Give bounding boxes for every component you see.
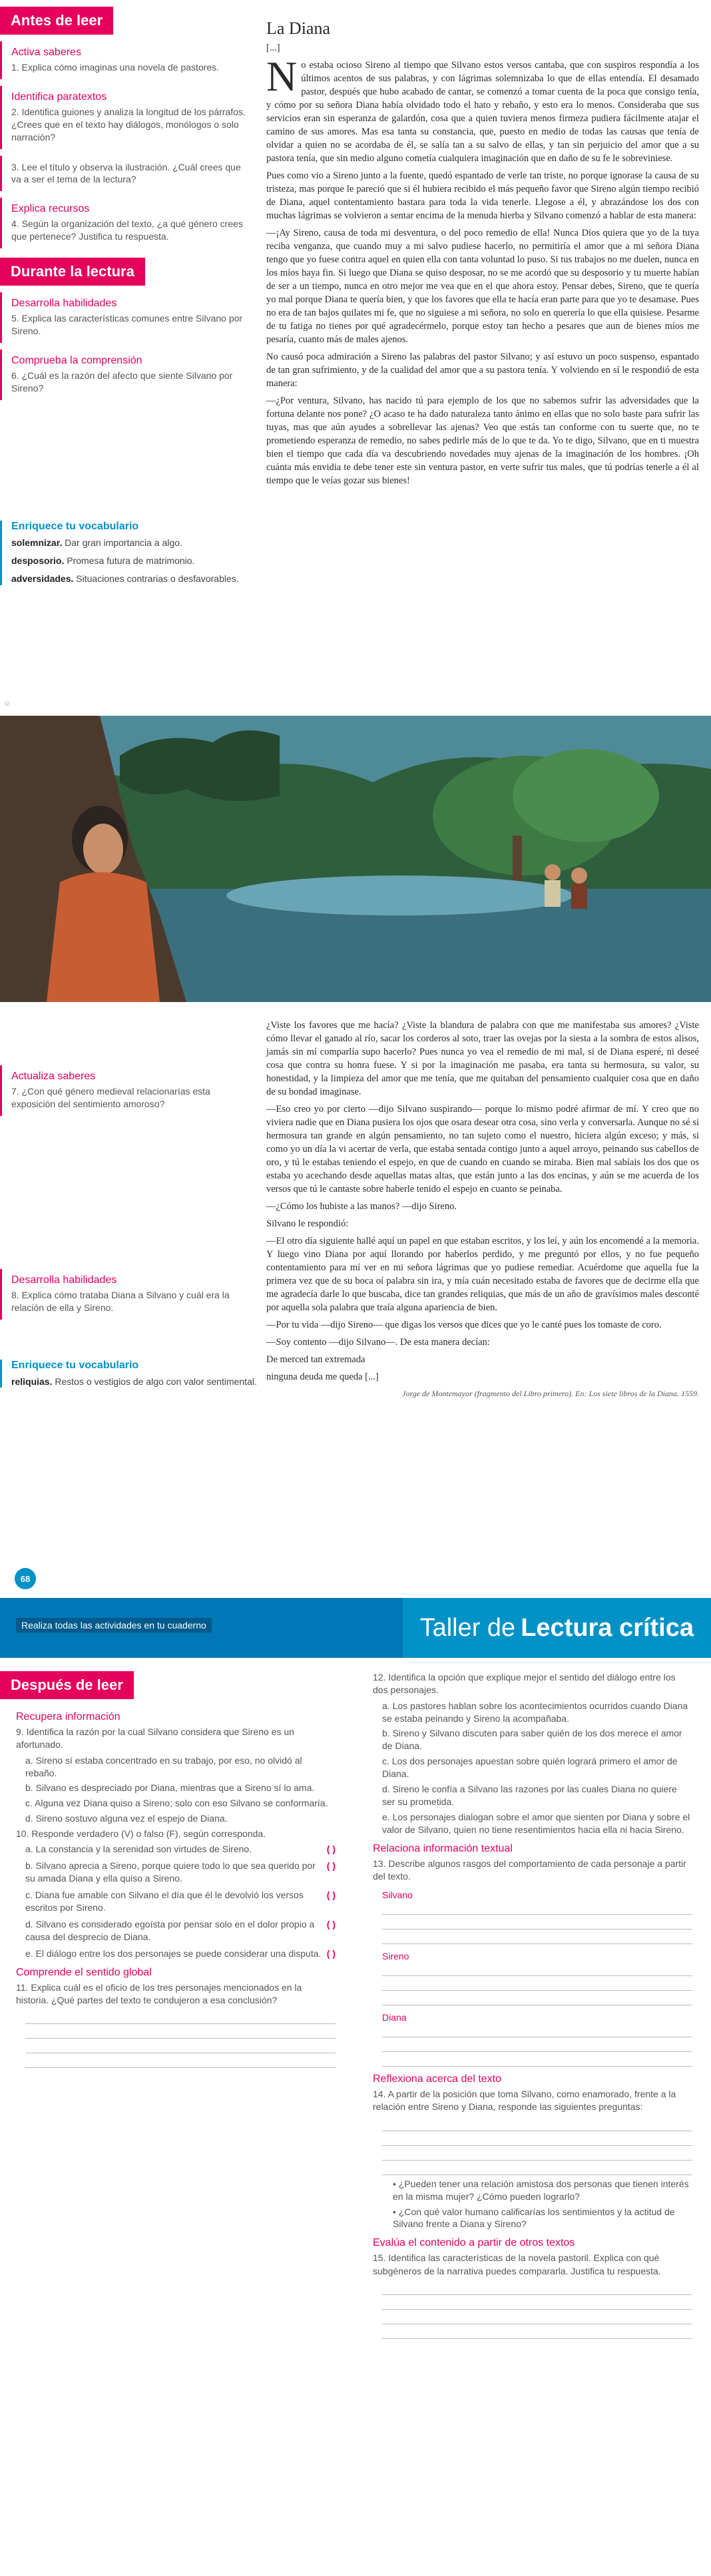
story-paragraphs: [266, 53, 699, 487]
story-paragraph: —¿Por ventura, Silvano, has nacido tú para ejemplo de los que no sabemos sufrir las adversidades que la fortuna delante nos pone? ¿O acaso te ha dado naturaleza tanto ánimo en ellas que no solo baste para sufrir las tuyas, mas que aún ayudes a sobrellevar las ajenas? Veo que estás tan conforme con tu suerte que, no te prometiendo esperanza de remedio, no sabes pedirle más de lo que te da. Yo te digo, Silvano, que en ti muestra bien el tiempo que cada día va descubriendo novedades muy ajenas de la imaginación de los hombres. ¡Oh cuánta más envidia te debe tener este sin ventura pastor, en verte sufrir tus males, que tú podrías tenerle a él al tiempo que le veías gozar sus bienes!: [266, 395, 699, 486]
answer-line: [382, 2023, 692, 2037]
story-paragraph: Silvano le respondió:: [266, 1218, 349, 1229]
vocab-item: [11, 555, 260, 567]
story-paragraph: Pues como vio a Sireno junto a la fuente, quedó espantado de verle tan triste, no porque ignorase la causa de su tristeza, mas porque le pareció que si él hubiera recibido el más pequeño favor que Sireno algún tiempo recibió de Diana, aquel contentamiento bastara para toda la vida tenerle. Llegose a él, y abrazándose los dos con muchas lágrimas se volvieron a sentar encima de la menuda hierba y Silvano comenzó a hablar de esta manera:: [266, 170, 699, 221]
paragraph-text: o estaba ocioso Sireno al tiempo que Silvano estos versos cantaba, que con suspiros respondía a los últimos acentos de sus palabras, y con lágrimas solemnizaba lo que de ellas entendía. El desamado pastor, después que hubo acabado de cantar, se comenzó a tomar cuenta de la poca que consigo tenía, y cómo por su señora Diana había olvidado todo el hato y rebaño, y esto era lo menos. Consideraba que sus servicios eran sin esperanza de galardón, cosa que a quien tuviera menos firmeza pudiera fácilmente atajar el camino de sus amores. Mas esa tanta su constancia, que, puesto en medio de todas las causas que tenía de olvidar a quien no se acordaba de él, se salía tan a su salvo de ellas, y tan sin perjuicio del amor que a su pastora tenía, que sin medio alguno cometía cualquiera imaginación que en daño de su fe le sobreviniese.: [266, 60, 699, 164]
pastoral-illustration: [0, 716, 711, 1002]
true-false-item: [25, 1918, 336, 1943]
story-paragraph: —¡Ay Sireno, causa de toda mi desventura, o del poco remedio de ella! Nunca Dios quiera que yo de la tuya reciba venganza, que cuando muy a mi salvo pudiese hacerlo, no permitiría el amor que a mi señora Diana tengo que yo fuese contra aquel en quien ella con tanta voluntad lo puso. Si tus trabajos no me duelen, nunca en los míos haya fin. Si luego que Diana se quiso desposar, no se me acordó que su desposorio y tu muerte habían de ser a un tiempo, nunca en otro mejor me vea que en el que ahora estoy. Pensar debes, Sireno, que te quería yo mal porque Diana te quería bien, y que los favores que ella te hacía eran parte para que yo te desamase. Pues no era de tan bajos quilates mi fe, que no siguiese a mi señora, no solo en querería lo que ella quisiese. Pesarme de tu fatiga no tienes por qué agradecérmelo, porque estoy tan hecho a pesares que aun de bienes míos me pesaría, cuanto más de males ajenos.: [266, 228, 699, 345]
taller-banner: [403, 1598, 711, 1658]
vocab-word: solemnizar.: [11, 537, 63, 548]
answer-line: [25, 2053, 336, 2068]
vocab-definition: Restos o vestigios de algo con valor sentimental.: [52, 1376, 257, 1387]
answer-option: a. Sireno sí estaba concentrado en su trabajo, por eso, no olvidó al rebaño.: [25, 1754, 302, 1778]
vocab-word: adversidades.: [11, 573, 74, 584]
true-false-item: [25, 1947, 336, 1960]
sidebar-section: [0, 350, 260, 400]
true-false-item: [25, 1843, 336, 1856]
despues-label-wrap: [0, 1671, 134, 1699]
section-text: 4. Según la organización del texto, ¿a qué género crees que pertenece? Justifica tu respuesta.: [11, 218, 243, 242]
answer-option: d. Sireno le confía a Silvano las razones por las cuales Diana no quiere ser su prometida.: [382, 1783, 677, 1807]
section-head: Comprueba la comprensión: [11, 354, 142, 366]
true-false-mark: ( ): [326, 1890, 336, 1901]
question-text: 10. Responde verdadero (V) o falso (F), según corresponda.: [16, 1828, 266, 1840]
answer-line: [382, 2280, 692, 2295]
vocab-word: desposorio.: [11, 555, 65, 566]
true-false-mark: ( ): [326, 1844, 336, 1855]
vocab-definition: Situaciones contrarias o desfavorables.: [73, 573, 239, 584]
section-head: Recupera información: [16, 1711, 120, 1722]
question-text: 13. Describe algunos rasgos del comportamiento de cada personaje a partir del texto.: [373, 1858, 686, 1882]
vocab2-title: Enriquece tu vocabulario: [11, 1359, 139, 1371]
true-false-text: d. Silvano es considerado egoísta por pensar solo en el dolor propio a causa del desprecio de Diana.: [25, 1918, 315, 1942]
story-paragraph: —Por tu vida —dijo Sireno— que digas los versos que dices que yo le canté pues los tomaste de coro.: [266, 1320, 662, 1330]
desarrolla2-head: Desarrolla habilidades: [11, 1274, 117, 1286]
story-paragraph: —Eso creo yo por cierto —dijo Silvano suspirando— porque lo mismo podré afirmar de mí. Y creo que no viviera nadie que en Diana pusiera los ojos que osara desear otra cosa, sino verla y conversarla. Aunque no sé si hermosura tan grande en algún pensamiento, no tan sujeto como el nuestro, hiciera algún exceso; y más, si como yo un día la vi acertar de verla, que estaba sentada contigo junto a aquel arroyo, peinando sus cabellos de oro, y tú le estabas teniendo el espejo, en que de cuando en cuando se miraba. Bien mal sabíais los dos que os estaba yo acechando desde aquellas matas altas, que están junto a las dos encinas, y aún se me acuerda de los versos que tú le cantaste sobre haberle tenido el espejo en cuanto se peinaba.: [266, 1104, 699, 1194]
vocab-definition: Promesa futura de matrimonio.: [64, 555, 195, 566]
notebook-note: Realiza todas las actividades en tu cuaderno: [16, 1618, 212, 1633]
answer-option: a. Los pastores hablan sobre los acontecimientos ocurridos cuando Diana se estaba peinando y Sireno la acompañaba.: [382, 1700, 688, 1724]
desarrolla-section-2: [0, 1269, 260, 1320]
answer-line: [382, 1961, 692, 1976]
story-column-2: [266, 1019, 699, 1399]
true-false-mark: ( ): [326, 1860, 336, 1872]
durante-label: Durante la lectura: [0, 258, 145, 286]
sidebar-lower: [0, 1039, 260, 1393]
durante-sections: [0, 292, 260, 400]
section-head: Evalúa el contenido a partir de otros textos: [373, 2237, 575, 2249]
question-text: 12. Identifica la opción que explique mejor el sentido del diálogo entre los dos personajes.: [373, 1672, 676, 1696]
answer-line: [25, 2039, 336, 2053]
answer-line: [382, 1976, 692, 1991]
story-paragraph: —¿Cómo los hubiste a las manos? —dijo Sireno.: [266, 1201, 457, 1212]
section-text: 5. Explica las características comunes entre Silvano por Sireno.: [11, 313, 243, 337]
answer-line: [382, 1991, 692, 2005]
antes-sections: [0, 41, 260, 248]
answer-option: b. Silvano es despreciado por Diana, mientras que a Sireno sí lo ama.: [25, 1782, 315, 1794]
right-question-column: [373, 1671, 692, 2339]
banner-part-a: Taller de: [419, 1613, 516, 1642]
vocab-item: [11, 573, 260, 585]
sidebar-section: [0, 292, 260, 343]
story-title: La Diana: [266, 19, 331, 38]
banner-part-b: Lectura crítica: [521, 1613, 694, 1642]
vocab-list: [11, 537, 260, 585]
answer-line: [382, 2161, 692, 2175]
true-false-item: [25, 1889, 336, 1914]
answer-line: [382, 2324, 692, 2339]
question-text: 14. A partir de la posición que toma Silvano, como enamorado, frente a la relación entre Sireno y Diana, responde las siguientes preguntas:: [373, 2089, 676, 2113]
vocab-item: [11, 537, 260, 549]
despues-label: Después de leer: [0, 1671, 134, 1699]
vocabulary-box-1: [0, 513, 260, 591]
story-paragraph: No causó poca admiración a Sireno las palabras del pastor Silvano; y así estuvo un poco suspenso, espantado de tan gran sufrimiento, y de la cualidad del amor que a su pastora tenía. Y volviendo en sí le respondió de esta manera:: [266, 352, 699, 389]
answer-line: [382, 2295, 692, 2310]
true-false-text: b. Silvano aprecia a Sireno, porque quiere todo lo que sea querido por su amada Diana y ella quiso a Sireno.: [25, 1860, 316, 1884]
true-false-mark: ( ): [326, 1947, 336, 1959]
true-false-text: e. El diálogo entre los dos personajes se puede considerar una disputa.: [25, 1947, 322, 1959]
actualiza-head: Actualiza saberes: [11, 1071, 96, 1082]
section-head: Activa saberes: [11, 47, 81, 58]
answer-line: [25, 2009, 336, 2024]
bullet-question: • ¿Con qué valor humano calificarías los sentimientos y la actitud de Silvano frente a Diana y Sireno?: [393, 2206, 675, 2230]
question-text: 11. Explica cuál es el oficio de los tres personajes mencionados en la historia. ¿Qué partes del texto te condujeron a esa conclusión?: [16, 1981, 302, 2005]
vocab2-list: [11, 1376, 260, 1388]
sidebar-before-reading: [0, 7, 260, 400]
sidebar-section: [0, 86, 260, 149]
drop-cap: N: [266, 53, 298, 100]
true-false-text: c. Diana fue amable con Silvano el día que él le devolvió los versos escritos por Sireno.: [25, 1890, 304, 1913]
story2-paragraphs: [266, 1019, 699, 1384]
answer-line: [382, 2052, 692, 2067]
vocab-title: Enriquece tu vocabulario: [11, 521, 139, 532]
antes-label: Antes de leer: [0, 7, 113, 35]
answer-line: [382, 2117, 692, 2131]
answer-line: [382, 2146, 692, 2161]
copyright-mark: ©: [4, 701, 11, 706]
answer-line: [382, 1915, 692, 1930]
sidebar-section: [0, 156, 260, 192]
source-caption: Jorge de Montemayor (fragmento del Libro primero). En: Los siete libros de la Diana. 1559.: [402, 1389, 699, 1398]
section-text: 6. ¿Cuál es la razón del afecto que siente Silvano por Sireno?: [11, 370, 233, 393]
true-false-text: a. La constancia y la serenidad son virtudes de Sireno.: [25, 1844, 252, 1855]
story-paragraph: ninguna deuda me queda [...]: [266, 1372, 379, 1382]
character-label: Silvano: [382, 1890, 413, 1901]
story-column: [266, 19, 699, 491]
answer-option: c. Alguna vez Diana quiso a Sireno; solo con eso Silvano se conformaría.: [25, 1798, 328, 1809]
answer-line: [382, 1930, 692, 1944]
answer-line: [25, 2024, 336, 2039]
actualiza-text: 7. ¿Con qué género medieval relacionarías esta exposición del sentimiento amoroso?: [11, 1086, 210, 1109]
vocab-item: [11, 1376, 260, 1388]
actualiza-section: [0, 1065, 260, 1116]
story-bracket: [...]: [266, 43, 280, 53]
section-text: 1. Explica cómo imaginas una novela de pastores.: [11, 62, 220, 73]
answer-line: [382, 2131, 692, 2146]
story-paragraph: ¿Viste los favores que me hacía? ¿Viste la blandura de palabra con que me manifestaba sus amores? ¿Viste cómo llevar el ganado al río, sacar los corderos al soto, traer las ovejas por la siesta a la sombra de estos alisos, jamás sin mí comparlía supo hacerlo? Pues nunca yo vea el remedio de mi mal, si de Diana esperé, ni deseé cosa que contra su honra fuese. Y si por la imaginación me pasaba, era tanta su hermosura, su valor, su honestidad, y la limpieza del amor que me tenía, que me quitaban del pensamiento cualquier cosa que en daño de su bondad imaginase.: [266, 1020, 699, 1097]
answer-line: [382, 2037, 692, 2052]
left-question-column: [16, 1704, 336, 2068]
section-head: Explica recursos: [11, 203, 90, 215]
sidebar-section: [0, 41, 260, 79]
answer-option: d. Sireno sostuvo alguna vez el espejo de Diana.: [25, 1813, 228, 1824]
true-false-item: [25, 1860, 336, 1885]
character-label: Sireno: [382, 1951, 409, 1962]
story-paragraph: —El otro día siguiente hallé aquí un papel en que estaban escritos, y los leí, y aún los encomendé a la memoria. Y luego vino Diana por aquí llorando por haberlos perdido, y me preguntó por ellos, y no fue pequeño contentamiento para mí ver en mi señora lágrimas que yo pudiese remediar. Acuérdome que aquella fue la primera vez que de su boca oí palabra sin ira, y mía cuán necesitado estaba de favores que de decirme ella que me agradecía darle lo que buscaba, dice tan grandes reliquias, que más de un año de gravísimos males desconté por aquella sola palabra que traía alguna apariencia de bien.: [266, 1236, 699, 1313]
page-number: 68: [15, 1568, 36, 1589]
section-head: Reflexiona acerca del texto: [373, 2073, 501, 2085]
answer-option: e. Los personajes dialogan sobre el amor que sienten por Diana y sobre el valor de Silvano, quien no tiene resentimientos hacia ella ni hacia Sireno.: [382, 1811, 690, 1835]
story-paragraph: —Soy contento —dijo Silvano—. De esta manera decían:: [266, 1337, 490, 1348]
section-head: Relaciona información textual: [373, 1842, 513, 1854]
section-head: Desarrolla habilidades: [11, 298, 117, 310]
page-taller: [0, 1598, 711, 2576]
section-head: Comprende el sentido global: [16, 1966, 152, 1978]
answer-option: c. Los dos personajes apuestan sobre quién logrará primero el amor de Diana.: [382, 1756, 678, 1780]
section-text: 2. Identifica guiones y analiza la longitud de los párrafos. ¿Crees que en el texto hay diálogos, monólogos o solo narración?: [11, 106, 246, 142]
question-text: 9. Identifica la razón por la cual Silvano considera que Sireno es un afortunado.: [16, 1726, 294, 1750]
vocabulary-box-2: [0, 1360, 260, 1388]
sidebar-section: [0, 198, 260, 248]
vocab-definition: Dar gran importancia a algo.: [62, 537, 182, 548]
answer-line: [382, 2310, 692, 2324]
vocab-word: reliquias.: [11, 1376, 53, 1387]
answer-option: b. Sireno y Silvano discuten para saber quién de los dos merece el amor de Diana.: [382, 1728, 682, 1752]
section-head: Identifica paratextos: [11, 91, 107, 103]
answer-line: [382, 1900, 692, 1915]
story-paragraph: [266, 53, 699, 165]
question-text: 15. Identifica las características de la novela pastoril. Explica con qué subgéneros de la narrativa puedes compararla. Justifica tu respuesta.: [373, 2252, 661, 2276]
story-paragraph: De merced tan extremada: [266, 1354, 365, 1365]
bullet-question: • ¿Pueden tener una relación amistosa dos personas que tienen interés en la misma mujer? ¿Cómo pueden lograrlo?: [393, 2178, 689, 2202]
desarrolla2-text: 8. Explica cómo trataba Diana a Silvano y cuál era la relación de ella y Sireno.: [11, 1289, 230, 1313]
section-text: 3. Lee el título y observa la ilustración. ¿Cuál crees que va a ser el tema de la lectura?: [11, 161, 241, 185]
true-false-mark: ( ): [326, 1918, 336, 1930]
character-label: Diana: [382, 2012, 407, 2023]
